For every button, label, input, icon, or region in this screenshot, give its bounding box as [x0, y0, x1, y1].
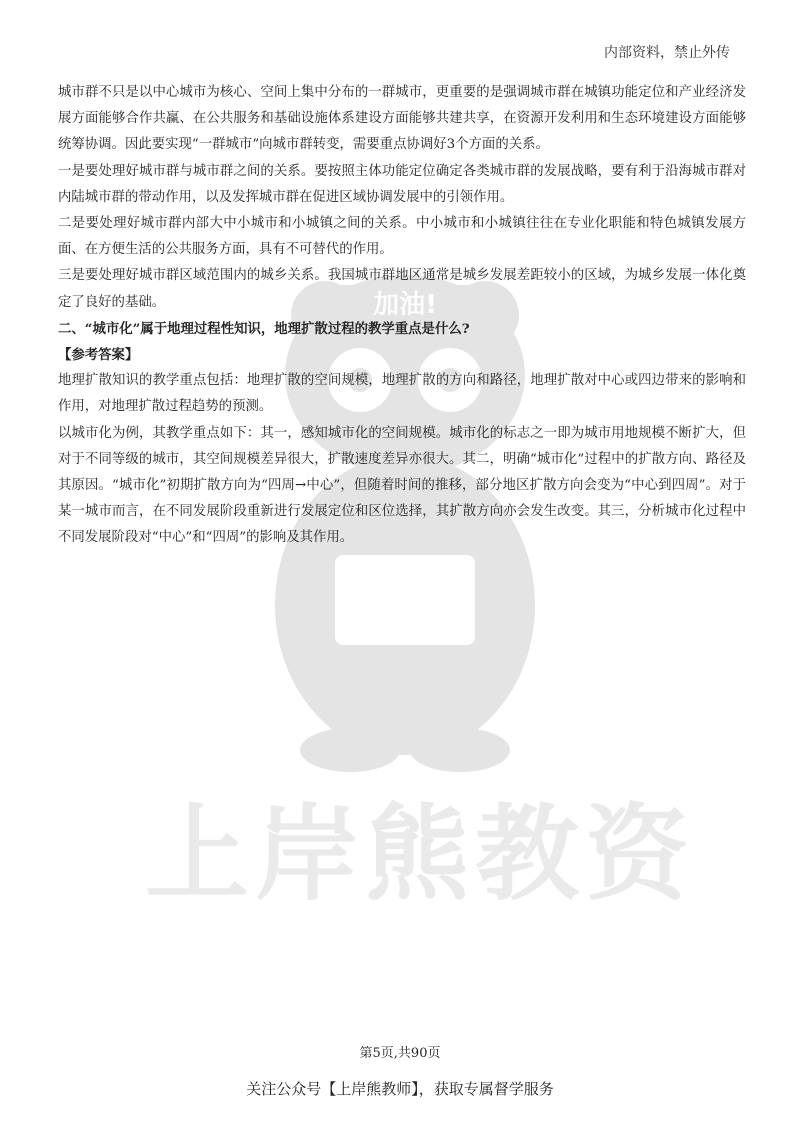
question-heading: 二、“城市化”属于地理过程性知识，地理扩散过程的教学重点是什么? — [58, 320, 470, 337]
footer-follow-text: 关注公众号【上岸熊教师】，获取专属督学服务 — [246, 1080, 554, 1098]
document-body — [58, 80, 746, 552]
paragraph-relation-two: 二是要处理好城市群内部大中小城市和小城镇之间的关系。中小城市和小城镇往往在专业化职能和特色城镇发展方面、在方便生活的公共服务方面，具有不可替代的作用。 — [58, 216, 746, 258]
paragraph-answer-focus: 地理扩散知识的教学重点包括：地理扩散的空间规模，地理扩散的方向和路径，地理扩散对中心或四边带来的影响和作用，对地理扩散过程趋势的预测。 — [58, 373, 746, 415]
confidential-notice: 内部资料，禁止外传 — [604, 45, 730, 61]
paragraph-answer-example: 以城市化为例，其教学重点如下：其一，感知城市化的空间规模。城市化的标志之一即为城市用地规模不断扩大，但对于不同等级的城市，其空间规模差异很大，扩散速度差异亦很大。其二，明确“城市化”过程中的扩散方向、路径及其原因。“城市化”初期扩散方向为“四周→中心”，但随着时间的推移，部分地区扩散方向会变为“中心到四周”。对于某一城市而言，在不同发展阶段重新进行发展定位和区位选择，其扩散方向亦会发生改变。其三，分析城市化过程中不同发展阶段对“中心”和“四周”的影响及其作用。 — [58, 425, 746, 546]
reference-answer-label: 【参考答案】 — [58, 347, 139, 364]
paragraph-relation-three: 三是要处理好城市群区域范围内的城乡关系。我国城市群地区通常是城乡发展差距较小的区域，为城乡发展一体化奠定了良好的基础。 — [58, 268, 746, 310]
watermark-badge: 加油! — [373, 290, 437, 320]
paragraph-city-cluster-intro: 城市群不只是以中心城市为核心、空间上集中分布的一群城市，更重要的是强调城市群在城镇功能定位和产业经济发展方面能够合作共赢、在公共服务和基础设施体系建设方面能够共建共享，在资源开发利用和生态环境建设方面能够统筹协调。因此要实现“一群城市”向城市群转变，需要重点协调好3个方面的关系。 — [58, 85, 746, 153]
watermark-text: 上岸熊教资 — [144, 793, 695, 915]
paragraph-relation-one: 一是要处理好城市群与城市群之间的关系。要按照主体功能定位确定各类城市群的发展战略，要有利于沿海城市群对内陆城市群的带动作用，以及发挥城市群在促进区域协调发展中的引领作用。 — [58, 163, 746, 205]
page-number: 第5页,共90页 — [359, 1046, 441, 1061]
